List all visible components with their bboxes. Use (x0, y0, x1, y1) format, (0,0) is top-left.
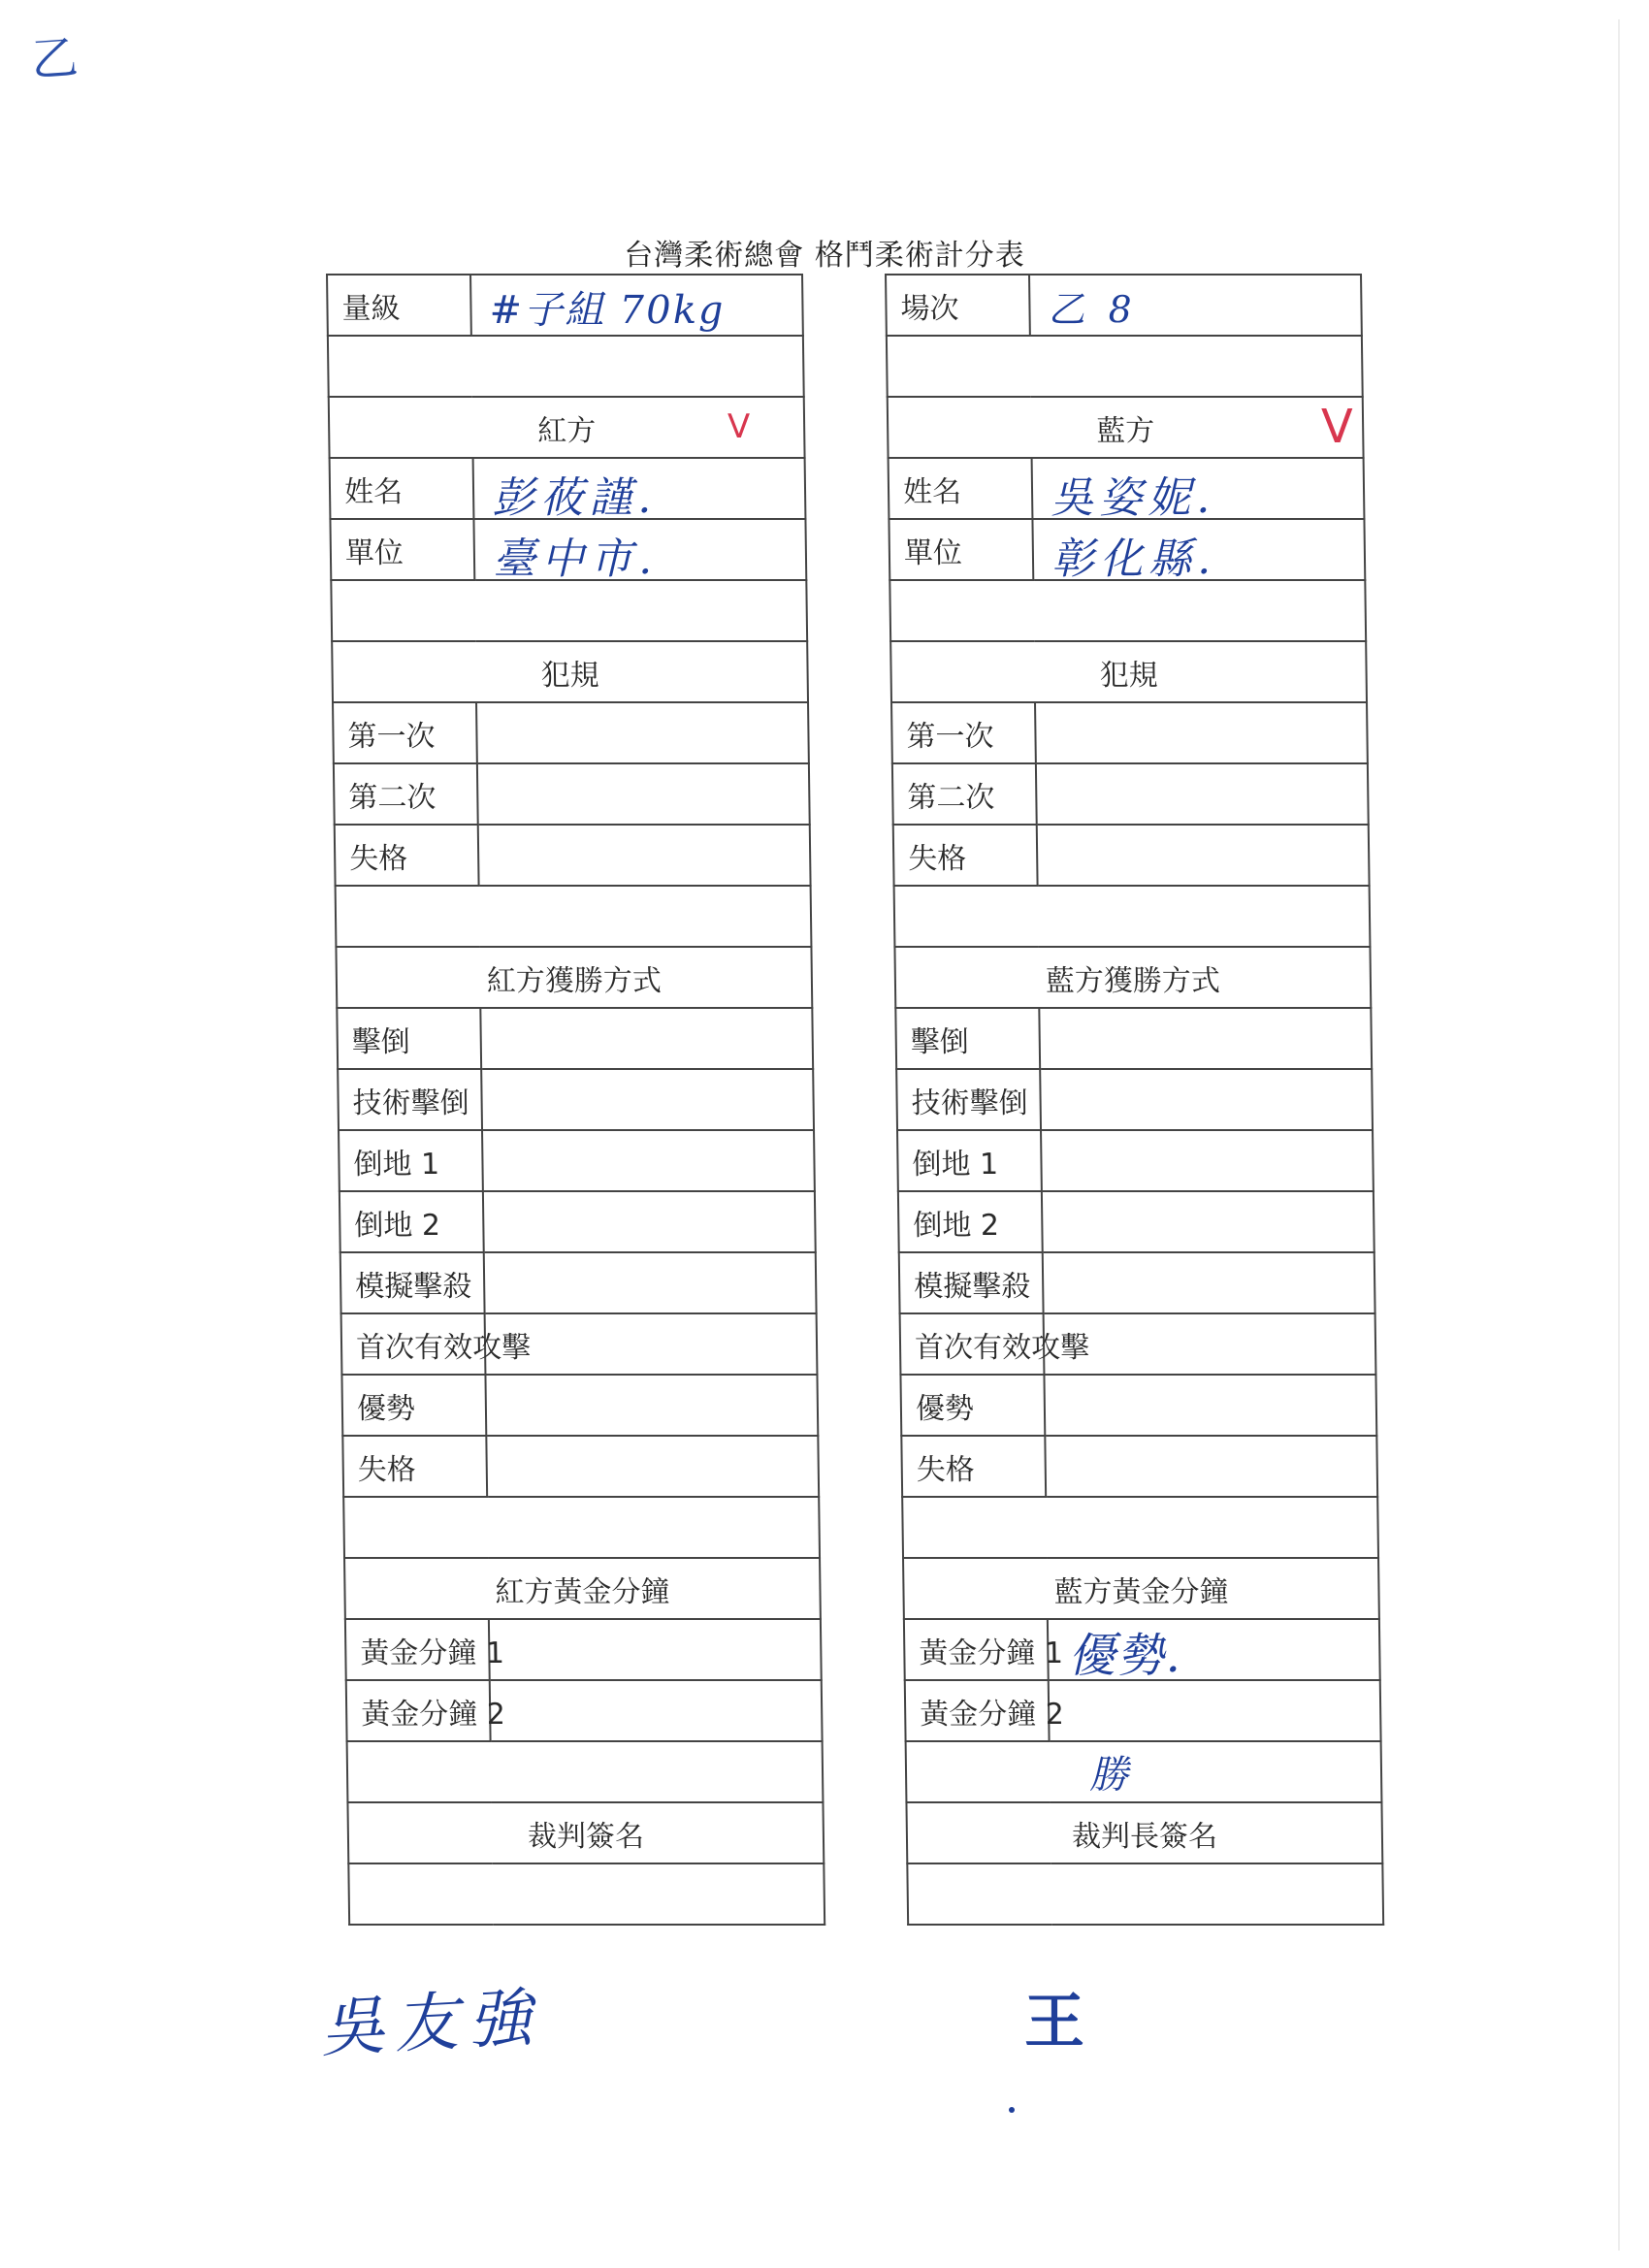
unit-field[interactable] (1032, 519, 1365, 584)
name-field[interactable] (473, 458, 806, 523)
golden-minute-field[interactable] (490, 1680, 823, 1741)
win-method-field[interactable] (1042, 1191, 1374, 1252)
win-method-label: 倒地 1 (897, 1130, 1042, 1191)
foul-field[interactable] (1035, 702, 1368, 763)
win-method-label: 首次有效攻擊 (900, 1313, 1045, 1375)
win-method-label: 倒地 1 (339, 1130, 483, 1191)
foul-field[interactable] (1036, 763, 1369, 825)
golden-minute-label: 黃金分鐘 1 (345, 1619, 490, 1680)
win-method-field[interactable] (486, 1436, 819, 1497)
referee-signature-field[interactable] (348, 1863, 824, 1925)
win-method-label: 技術擊倒 (896, 1069, 1041, 1130)
foul-label: 第二次 (334, 763, 478, 825)
win-method-label: 失格 (901, 1436, 1046, 1497)
spacer-row (347, 1741, 824, 1802)
win-method-field[interactable] (483, 1191, 816, 1252)
spacer-row (887, 336, 1363, 397)
blue-unit-value: 彰化縣. (1051, 535, 1217, 584)
blue-side-table (885, 274, 1384, 1926)
scan-edge (1618, 19, 1620, 2251)
chief-referee-signature-field[interactable] (907, 1863, 1383, 1925)
win-method-field[interactable] (482, 1130, 815, 1191)
unit-label: 單位 (330, 519, 474, 580)
blue-name-value: 吳姿妮. (1050, 473, 1216, 523)
foul-field[interactable] (476, 702, 809, 763)
win-method-label: 首次有效攻擊 (341, 1313, 486, 1375)
win-method-label: 失格 (342, 1436, 487, 1497)
win-method-field[interactable] (1044, 1375, 1376, 1436)
win-method-label: 倒地 2 (340, 1191, 484, 1252)
red-name-value: 彭莜謹. (491, 473, 658, 523)
red-golden-minute-header: 紅方黃金分鐘 (344, 1558, 821, 1619)
golden-minute-label: 黃金分鐘 1 (904, 1619, 1049, 1680)
foul-label: 第二次 (892, 763, 1037, 825)
spacer-row (331, 580, 807, 641)
red-check-mark: V (727, 407, 751, 446)
spacer-row (328, 336, 804, 397)
spacer-row (343, 1497, 820, 1558)
golden-minute-1-value: 優勢. (1068, 1629, 1183, 1683)
golden-minute-field[interactable] (1048, 1619, 1380, 1683)
win-method-label: 倒地 2 (898, 1191, 1043, 1252)
weight-field[interactable] (470, 275, 803, 336)
ink-dot (1009, 2107, 1015, 2113)
form-title: 台灣柔術總會 格鬥柔術計分表 (624, 239, 1025, 273)
win-method-label: 優勢 (341, 1375, 486, 1436)
foul-label: 失格 (893, 825, 1038, 886)
weight-label: 量級 (327, 275, 471, 336)
foul-field[interactable] (1037, 825, 1370, 886)
win-method-field[interactable] (484, 1252, 817, 1313)
win-note-row (906, 1741, 1382, 1802)
spacer-row (902, 1497, 1378, 1558)
red-win-method-header: 紅方獲勝方式 (336, 947, 812, 1008)
unit-field[interactable] (473, 519, 806, 584)
win-method-label: 擊倒 (895, 1008, 1040, 1069)
red-side-table (326, 274, 825, 1926)
win-method-field[interactable] (480, 1008, 813, 1069)
match-value: 乙 8 (1048, 288, 1139, 331)
red-side-header (329, 397, 805, 458)
match-field[interactable] (1029, 275, 1362, 336)
red-unit-value: 臺中市. (492, 535, 659, 584)
corner-handwritten-mark: 乙 (29, 30, 81, 88)
name-label: 姓名 (889, 458, 1033, 519)
win-method-label: 優勢 (900, 1375, 1045, 1436)
golden-minute-label: 黃金分鐘 2 (905, 1680, 1050, 1741)
win-method-field[interactable] (485, 1313, 818, 1375)
blue-check-mark: V (1320, 400, 1354, 454)
blue-fouls-header: 犯規 (890, 641, 1367, 702)
referee-signature-header: 裁判簽名 (347, 1802, 824, 1863)
red-fouls-header: 犯規 (332, 641, 808, 702)
unit-label: 單位 (889, 519, 1033, 580)
chief-referee-signature-header: 裁判長簽名 (906, 1802, 1382, 1863)
win-method-field[interactable] (1044, 1313, 1376, 1375)
win-method-field[interactable] (485, 1375, 818, 1436)
chief-referee-signature: 王 (1024, 1986, 1085, 2057)
foul-label: 失格 (335, 825, 479, 886)
golden-minute-label: 黃金分鐘 2 (346, 1680, 491, 1741)
spacer-row (894, 886, 1371, 947)
win-method-field[interactable] (1039, 1008, 1372, 1069)
referee-signature: 吳友強 (318, 1980, 544, 2066)
win-method-field[interactable] (1040, 1069, 1373, 1130)
foul-field[interactable] (477, 763, 810, 825)
blue-golden-minute-header: 藍方黃金分鐘 (903, 1558, 1379, 1619)
win-method-label: 模擬擊殺 (340, 1252, 485, 1313)
win-method-label: 模擬擊殺 (899, 1252, 1044, 1313)
name-field[interactable] (1032, 458, 1365, 523)
win-method-label: 技術擊倒 (338, 1069, 482, 1130)
blue-side-header (888, 397, 1364, 458)
spacer-row (889, 580, 1366, 641)
foul-field[interactable] (478, 825, 811, 886)
spacer-row (336, 886, 812, 947)
golden-minute-field[interactable] (489, 1619, 822, 1680)
blue-side-header-text: 藍方 (1095, 413, 1155, 448)
red-side-header-text: 紅方 (536, 413, 597, 448)
name-label: 姓名 (330, 458, 474, 519)
weight-value: #子組 70kg (489, 288, 726, 333)
win-note: 勝 (1088, 1753, 1135, 1798)
win-method-field[interactable] (1045, 1436, 1377, 1497)
foul-label: 第一次 (891, 702, 1036, 763)
foul-label: 第一次 (333, 702, 477, 763)
win-method-label: 擊倒 (337, 1008, 481, 1069)
win-method-field[interactable] (1043, 1252, 1375, 1313)
win-method-field[interactable] (1041, 1130, 1374, 1191)
golden-minute-field[interactable] (1049, 1680, 1381, 1741)
blue-win-method-header: 藍方獲勝方式 (894, 947, 1371, 1008)
match-label: 場次 (886, 275, 1030, 336)
win-method-field[interactable] (481, 1069, 814, 1130)
